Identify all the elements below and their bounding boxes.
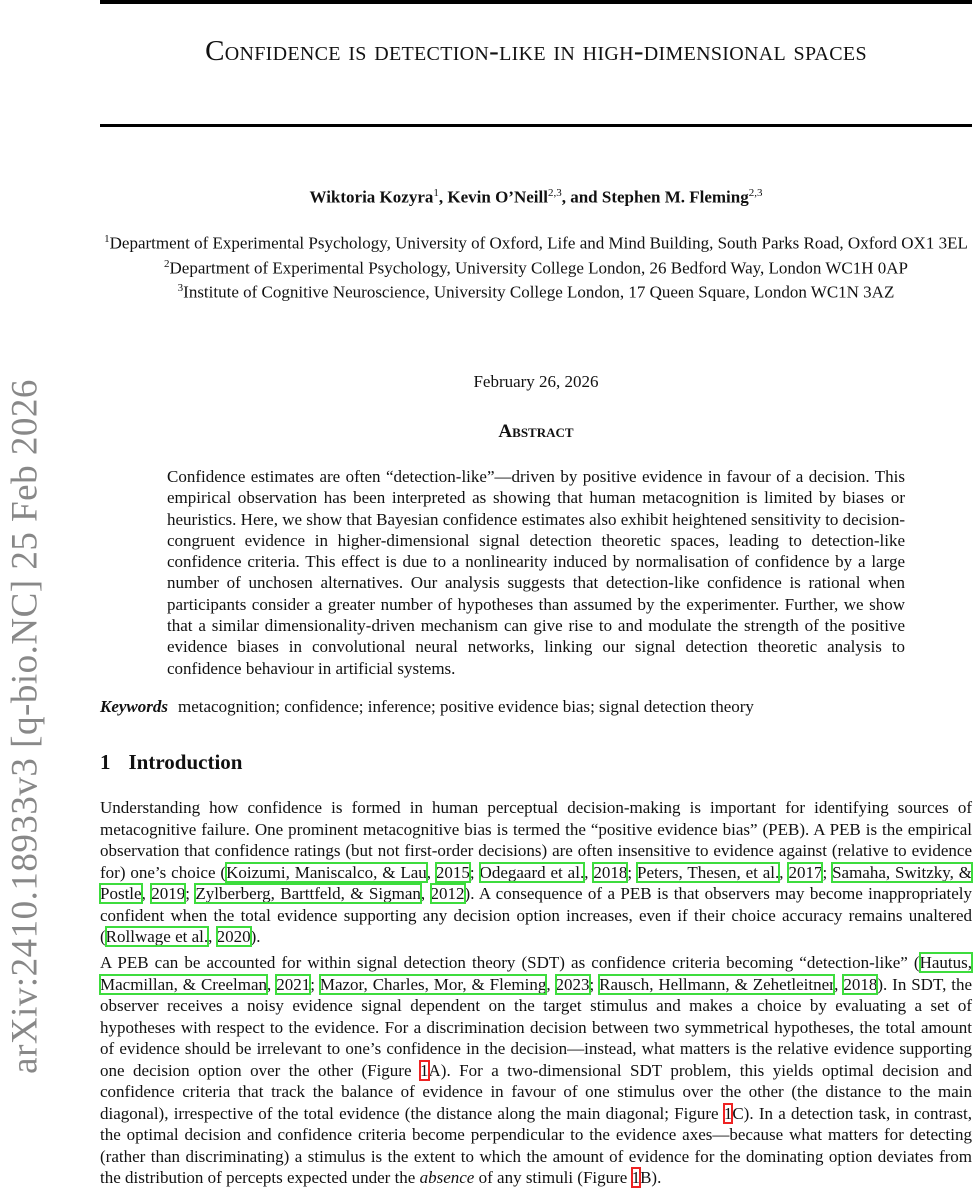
citation-link[interactable]: Samaha, Switzky, & Postle: [100, 862, 973, 903]
emphasis-text: absence: [419, 1168, 475, 1187]
paragraph-text: ;: [627, 862, 637, 882]
keywords-label: Keywords: [100, 697, 168, 716]
figure-link[interactable]: 1: [631, 1168, 641, 1187]
paragraph-text: Understanding how confidence is formed in human perceptual decision-making is important for identifying sources of metacognitive failure. One prominent metacognitive bias is termed the “positive evidence bias” (PEB). A PEB is the empirical observation that confidence ratings (but not first-order decisions) are often insensitive to evidence against (relative to evidence for) one’s choice (: [100, 798, 972, 882]
author-name: Wiktoria Kozyra: [309, 187, 434, 207]
paragraph-text: A). For a two-dimensional SDT problem, this yields optimal decision and confidence criteria that track the balance of evidence in favour of one stimulus over the other (the distance to the main diagonal), irrespective of the total evidence (the distance along the main diagonal; Figure: [100, 1060, 972, 1123]
author-separator: ,: [438, 187, 448, 207]
affiliations: [100, 229, 972, 303]
affiliation-text: Department of Experimental Psychology, University of Oxford, Life and Mind Building, South Parks Road, Oxford OX1 3EL: [109, 233, 968, 253]
citation-link[interactable]: Hautus, Macmillan, & Creelman: [100, 953, 972, 994]
keywords: [100, 697, 972, 717]
paragraph-text: A PEB can be accounted for within signal detection theory (SDT) as confidence criteria becoming “detection-like” (: [100, 953, 920, 972]
affiliation-line: [100, 278, 972, 303]
paragraph-text: ,: [779, 862, 789, 882]
figure-link[interactable]: 1: [420, 1060, 429, 1080]
arxiv-identifier: arXiv:2410.18933v3 [q-bio.NC] 25 Feb 2026: [4, 379, 46, 1074]
affiliation-marker: 3: [177, 282, 184, 295]
paragraph-text: ,: [584, 862, 594, 882]
author-affiliation-marker: 2,3: [547, 187, 562, 199]
paragraph-text: ). A consequence of a PEB is that observers may become inappropriately confident when the total evidence supporting any decision option increases, even if their choice accuracy remains unaltered (: [100, 884, 972, 946]
paragraph-text: ;: [310, 974, 320, 994]
paragraph-text: of any stimuli (Figure: [474, 1168, 632, 1187]
citation-link[interactable]: 2021: [276, 974, 311, 994]
figure-link[interactable]: 1: [723, 1103, 733, 1123]
paragraph-text: B).: [640, 1168, 662, 1187]
paragraph-text: ;: [822, 862, 833, 882]
title-rule: [100, 124, 972, 127]
citation-link[interactable]: Zylberberg, Barttfeld, & Sigman: [195, 884, 421, 903]
intro-paragraph-2: [100, 952, 972, 1189]
author-name: Stephen M. Fleming: [601, 187, 749, 207]
paragraph-text: C). In a detection task, in contrast, the optimal decision and confidence criteria become perpendicular to the evidence axes—because what matters for detecting (rather than discriminating) a stimulus is the extent to which the amount of evidence for the dominating option deviates from the distribution of percepts expected under the: [100, 1103, 973, 1187]
citation-link[interactable]: 2018: [593, 862, 628, 882]
paragraph-text: ).: [250, 927, 261, 946]
citation-link[interactable]: Peters, Thesen, et al.: [636, 862, 780, 882]
abstract-text: Confidence estimates are often “detection-like”—driven by positive evidence in favour of a decision. This empirical observation has been interpreted as showing that human metacognition is limited by biases or heuristics. Here, we show that Bayesian confidence estimates also exhibit heightened sensitivity to decision-congruent evidence in higher-dimensional signal detection theoretic spaces, leading to detection-like confidence criteria. This effect is due to a nonlinearity induced by normalisation of confidence by a large number of unchosen alternatives. Our analysis suggests that detection-like confidence is rational when participants consider a greater number of hypotheses than assumed by the experimenter. Further, we show that a similar dimensionality-driven mechanism can give rise to and modulate the strength of the positive evidence biases in convolutional neural networks, linking our signal detection theoretic analysis to confidence behaviour in artificial systems.: [167, 467, 905, 678]
keywords-text: metacognition; confidence; inference; positive evidence bias; signal detection theory: [178, 697, 754, 716]
paragraph-text: ,: [420, 884, 431, 903]
paragraph-text: ). In SDT, the observer receives a noisy evidence signal dependent on the target stimulus and makes a choice by evaluating a set of hypotheses with respect to the evidence. For a discrimination decision between two symmetrical hypotheses, the total amount of evidence should be irrelevant to one’s confidence in the decision—instead, what matters is the relative evidence supporting one decision option over the other (Figure: [100, 974, 973, 1080]
paper-title: Confidence is detection-like in high-dimensional spaces: [205, 35, 867, 67]
citation-link[interactable]: 2020: [216, 927, 251, 946]
paragraph-text: ;: [589, 974, 600, 994]
author-name: Kevin O’Neill: [447, 187, 548, 207]
section-title: Introduction: [128, 750, 243, 774]
paragraph-text: ,: [426, 862, 436, 882]
affiliation-line: [100, 254, 972, 279]
citation-link[interactable]: 2012: [430, 884, 465, 903]
affiliation-marker: 1: [104, 233, 110, 245]
author-separator: , and: [561, 187, 602, 207]
section-heading: [100, 750, 260, 775]
citation-link[interactable]: 2015: [435, 862, 470, 882]
paragraph-text: ;: [185, 884, 196, 903]
author-affiliation-marker: 2,3: [748, 187, 763, 199]
author-list: [100, 187, 972, 208]
affiliation-line: [100, 229, 972, 254]
paragraph-text: ,: [267, 974, 277, 994]
paragraph-text: ;: [469, 862, 480, 882]
citation-link[interactable]: 2017: [788, 862, 823, 882]
affiliation-text: Department of Experimental Psychology, University College London, 26 Bedford Way, London WC1H 0AP: [169, 258, 908, 278]
affiliation-text: Institute of Cognitive Neuroscience, University College London, 17 Queen Square, London WC1N 3AZ: [183, 282, 895, 302]
paragraph-text: ,: [141, 884, 152, 903]
paragraph-text: ,: [546, 974, 556, 994]
section-number: 1: [100, 750, 111, 774]
citation-link[interactable]: Koizumi, Maniscalco, & Lau: [226, 862, 427, 882]
abstract-heading: Abstract: [498, 421, 574, 442]
intro-paragraph-1: [100, 797, 972, 948]
date: February 26, 2026: [473, 372, 599, 391]
citation-link[interactable]: Odegaard et al.: [479, 862, 585, 882]
top-rule: [100, 0, 972, 4]
citation-link[interactable]: Rausch, Hellmann, & Zehetleitner: [599, 974, 835, 994]
paragraph-text: ,: [208, 927, 217, 946]
citation-link[interactable]: 2018: [843, 974, 878, 994]
citation-link[interactable]: Rollwage et al.: [105, 927, 209, 946]
author-affiliation-marker: 1: [433, 187, 439, 199]
paragraph-text: ,: [834, 974, 844, 994]
citation-link[interactable]: 2019: [151, 884, 186, 903]
affiliation-marker: 2: [164, 257, 170, 270]
citation-link[interactable]: 2023: [555, 974, 590, 994]
citation-link[interactable]: Mazor, Charles, Mor, & Fleming: [319, 974, 547, 994]
